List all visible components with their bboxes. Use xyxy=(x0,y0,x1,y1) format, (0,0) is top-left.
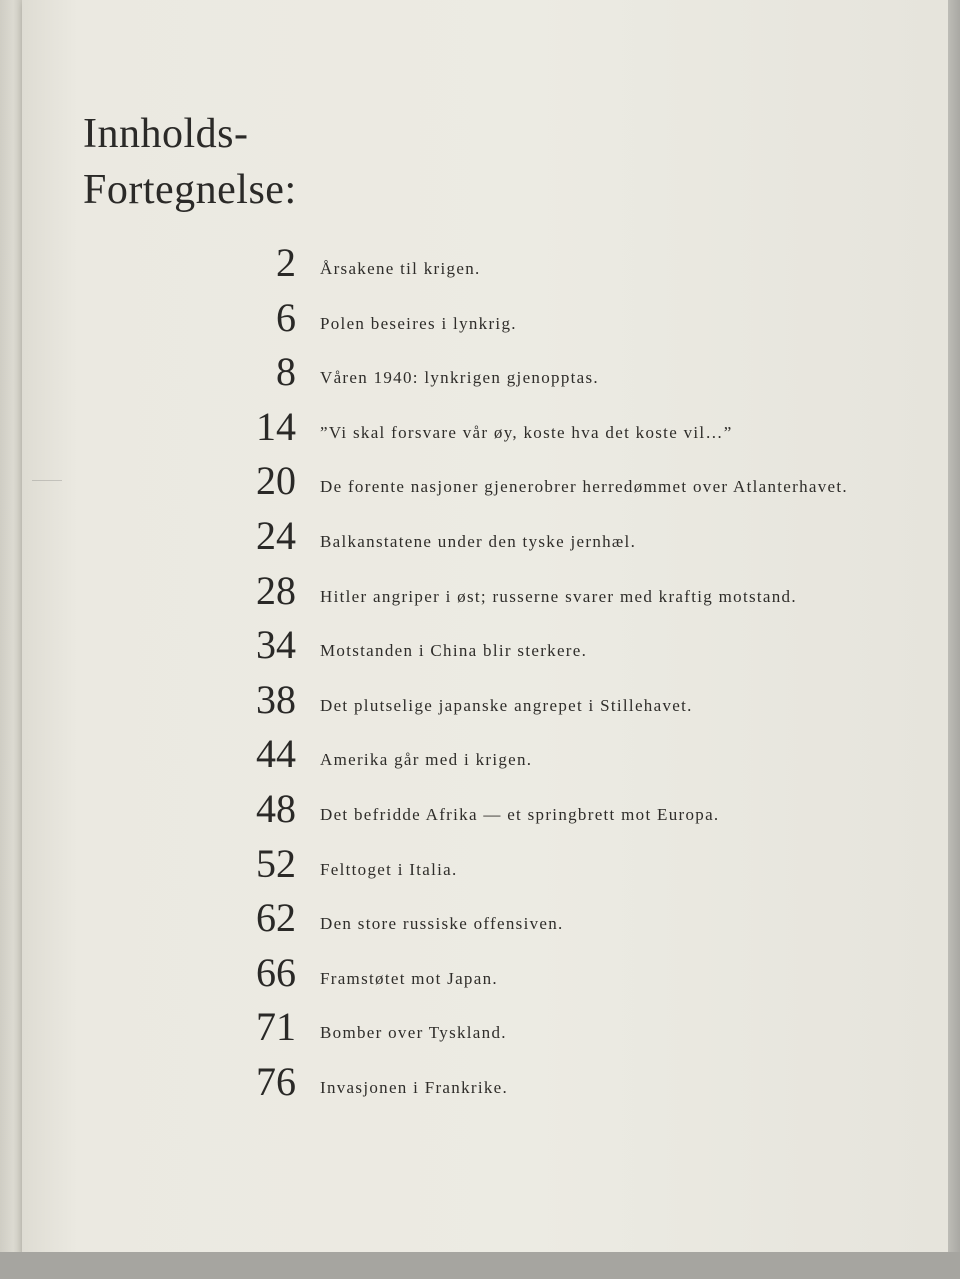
page-number: 66 xyxy=(256,949,296,995)
page-number: 2 xyxy=(276,240,296,285)
chapter-title: Bomber over Tyskland. xyxy=(320,1023,507,1043)
page-number: 76 xyxy=(256,1058,296,1104)
page-number: 24 xyxy=(256,512,296,558)
toc-entry xyxy=(200,1059,930,1114)
page-number: 62 xyxy=(256,895,296,941)
page-number: 44 xyxy=(256,731,296,777)
toc-heading-line2: Fortegnelse: xyxy=(83,167,297,213)
chapter-title: Framstøtet mot Japan. xyxy=(320,968,498,988)
chapter-title: Invasjonen i Frankrike. xyxy=(320,1077,509,1097)
toc-entry xyxy=(200,731,930,786)
toc-entry xyxy=(200,841,930,896)
toc-heading-line1: Innholds- xyxy=(83,111,249,157)
page-number: 48 xyxy=(256,785,296,831)
page-number: 52 xyxy=(256,840,296,886)
chapter-title: Amerika går med i krigen. xyxy=(320,750,533,770)
toc-heading xyxy=(83,106,297,218)
chapter-title: Den store russiske offensiven. xyxy=(320,914,564,934)
chapter-title: Det plutselige japanske angrepet i Stillehavet. xyxy=(320,695,693,715)
chapter-title: Det befridde Afrika — et springbrett mot Europa. xyxy=(320,804,720,824)
chapter-title: Balkanstatene under den tyske jernhæl. xyxy=(320,531,637,551)
toc-entry xyxy=(200,513,930,568)
toc-entry xyxy=(200,677,930,732)
chapter-title: Årsakene til krigen. xyxy=(320,259,481,278)
page-right-edge xyxy=(948,0,960,1279)
toc-entry xyxy=(200,622,930,677)
page-bottom-edge xyxy=(0,1252,960,1279)
page-number: 71 xyxy=(256,1004,296,1050)
page-number: 14 xyxy=(256,403,296,449)
toc-entry xyxy=(200,458,930,513)
toc-entry xyxy=(200,295,930,350)
toc-entry xyxy=(200,895,930,950)
toc-entry xyxy=(200,349,930,404)
toc-entry xyxy=(200,568,930,623)
page-number: 28 xyxy=(256,567,296,613)
show-through-text xyxy=(555,150,564,187)
toc-entry xyxy=(200,1004,930,1059)
chapter-title: Polen beseires i lynkrig. xyxy=(320,313,517,333)
chapter-title: De forente nasjoner gjenerobrer herredømmet over Atlanterhavet. xyxy=(320,477,848,497)
toc-entry xyxy=(200,404,930,459)
chapter-title: Våren 1940: lynkrigen gjenopptas. xyxy=(320,368,599,388)
chapter-title: Felttoget i Italia. xyxy=(320,859,458,879)
toc-entry xyxy=(200,950,930,1005)
chapter-title: Motstanden i China blir sterkere. xyxy=(320,641,588,661)
toc-entry xyxy=(200,786,930,841)
page-number: 34 xyxy=(256,622,296,668)
page-fold-mark xyxy=(32,480,62,521)
chapter-title: Hitler angriper i øst; russerne svarer med kraftig motstand. xyxy=(320,586,797,606)
toc-list xyxy=(200,240,930,1114)
page-number: 20 xyxy=(256,458,296,504)
toc-entry xyxy=(200,240,930,295)
chapter-title: ”Vi skal forsvare vår øy, koste hva det koste vil…” xyxy=(320,422,733,442)
page-number: 8 xyxy=(276,349,296,395)
page-number: 6 xyxy=(276,294,296,340)
page-number: 38 xyxy=(256,676,296,722)
book-spine-edge xyxy=(0,0,22,1279)
